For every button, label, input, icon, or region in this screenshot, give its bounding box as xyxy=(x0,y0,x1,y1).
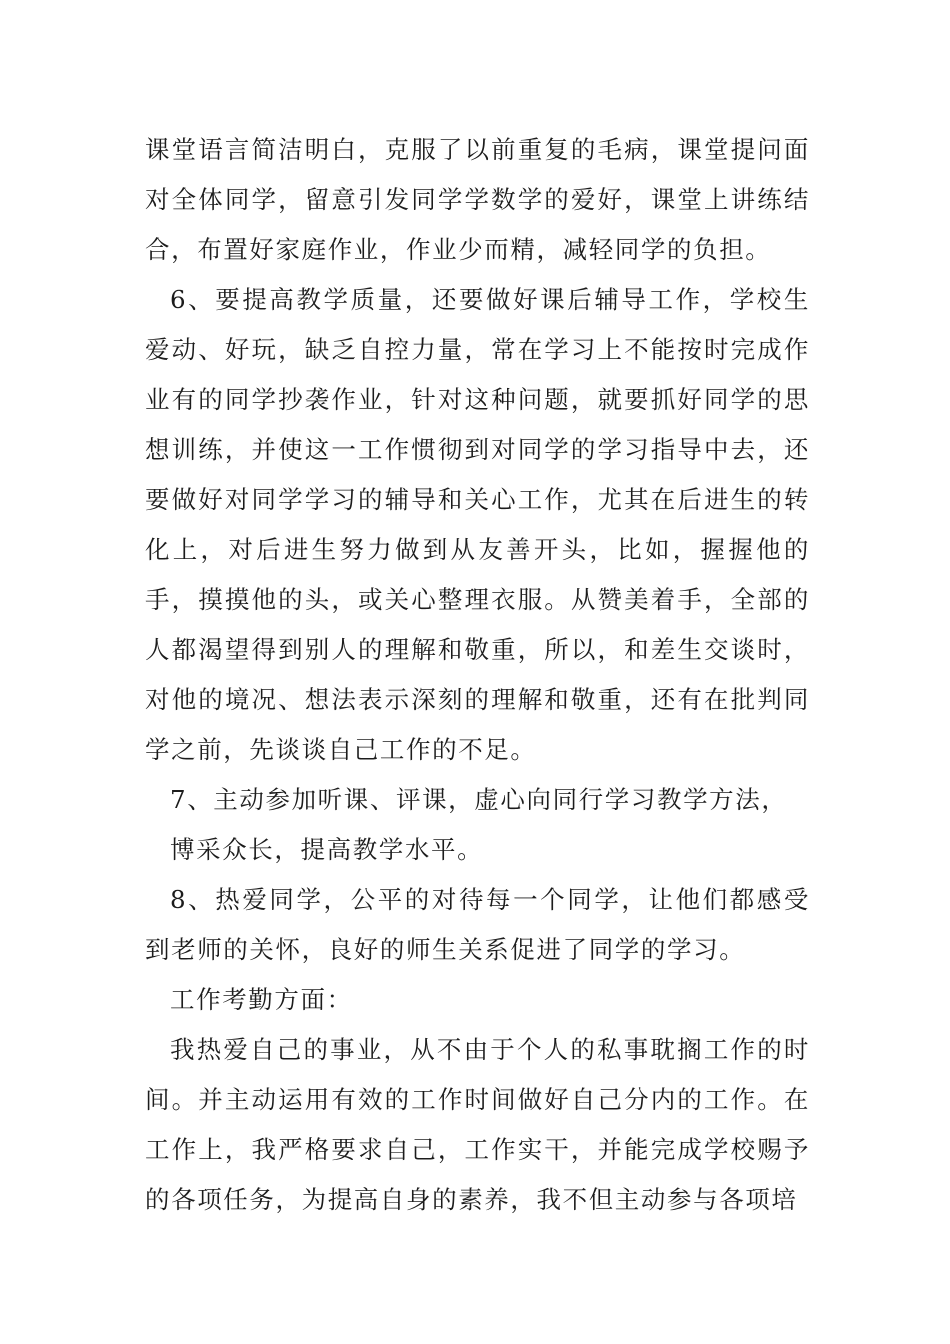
section-heading-attendance: 工作考勤方面： xyxy=(170,985,353,1014)
paragraph-attendance: 我热爱自己的事业，从不由于个人的私事耽搁工作的时间。并主动运用有效的工作时间做好自己分内的工作。在工作上，我严格要求自己，工作实干，并能完成学校赐予的各项任务，为提高自身的素养，我不但主动参与各项培 xyxy=(145,1035,810,1214)
paragraph-item-8: 8、热爱同学，公平的对待每一个同学，让他们都感受到老师的关怀，良好的师生关系促进了同学的学习。 xyxy=(145,885,810,964)
paragraph-teaching-language: 课堂语言简洁明白，克服了以前重复的毛病，课堂提问面对全体同学，留意引发同学学数学的爱好，课堂上讲练结合，布置好家庭作业，作业少而精，减轻同学的负担。 xyxy=(145,135,810,264)
paragraph-item-6: 6、要提高教学质量，还要做好课后辅导工作，学校生爱动、好玩，缺乏自控力量，常在学习上不能按时完成作业有的同学抄袭作业，针对这种问题，就要抓好同学的思想训练，并使这一工作惯彻到对同学的学习指导中去，还要做好对同学学习的辅导和关心工作，尤其在后进生的转化上，对后进生努力做到从友善开头，比如，握握他的手，摸摸他的头，或关心整理衣服。从赞美着手，全部的人都渴望得到别人的理解和敬重，所以，和差生交谈时，对他的境况、想法表示深刻的理解和敬重，还有在批判同学之前，先谈谈自己工作的不足。 xyxy=(145,285,810,764)
paragraph-item-7: 7、主动参加听课、评课，虚心向同行学习教学方法， xyxy=(170,785,788,814)
paragraph-item-7-continued: 博采众长，提高教学水平。 xyxy=(170,835,484,864)
document-body xyxy=(145,125,810,1225)
